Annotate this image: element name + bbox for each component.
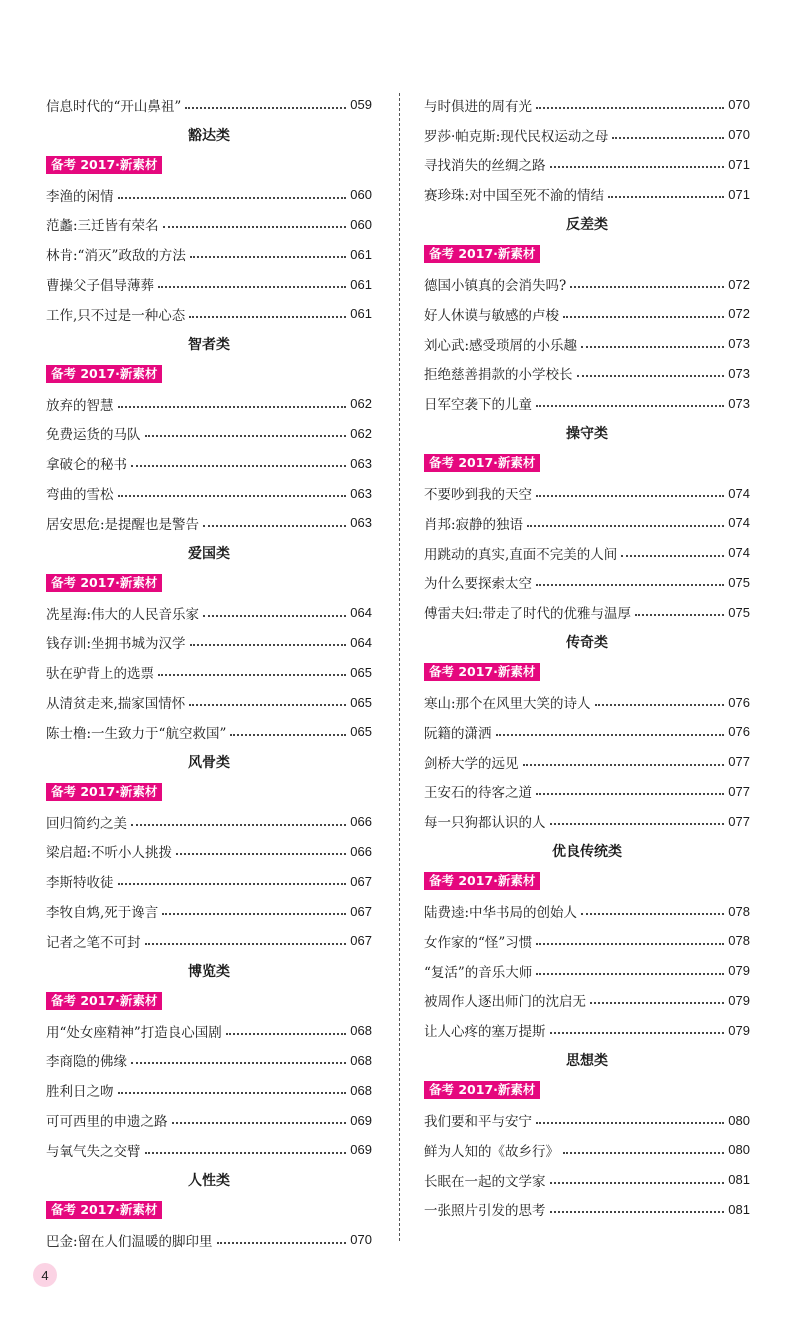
dot-leader <box>550 1211 725 1213</box>
dot-leader <box>536 107 724 109</box>
dot-leader <box>581 913 724 915</box>
dot-leader <box>190 644 347 646</box>
entry-title: 寒山:那个在风里大笑的诗人 <box>424 696 591 713</box>
entry-title: 陆费逵:中华书局的创始人 <box>424 905 578 922</box>
entry-page-number: 062 <box>350 425 372 441</box>
entry-title: 驮在驴背上的选票 <box>46 666 154 683</box>
entry-title: 好人休谟与敏感的卢梭 <box>424 307 559 324</box>
entry-page-number: 069 <box>350 1112 372 1128</box>
entry-page-number: 073 <box>728 395 750 411</box>
entry-title: 与时俱进的周有光 <box>424 98 532 115</box>
dot-leader <box>550 823 725 825</box>
new-material-badge-row <box>424 239 750 269</box>
toc-entry[interactable] <box>424 150 750 180</box>
toc-entry[interactable] <box>46 807 372 837</box>
dot-leader <box>550 1032 725 1034</box>
entry-page-number: 072 <box>728 306 750 322</box>
dot-leader <box>595 704 725 706</box>
dot-leader <box>118 883 347 885</box>
entry-page-number: 076 <box>728 724 750 740</box>
toc-entry[interactable] <box>46 598 372 628</box>
dot-leader <box>203 525 346 527</box>
new-material-badge: 备考 2017·新素材 <box>46 365 162 383</box>
entry-page-number: 078 <box>728 933 750 949</box>
toc-entry[interactable] <box>46 1016 372 1046</box>
entry-page-number: 065 <box>350 664 372 680</box>
entry-page-number: 063 <box>350 515 372 531</box>
toc-entry[interactable] <box>424 717 750 747</box>
entry-title: 剑桥大学的远见 <box>424 755 519 772</box>
toc-entry[interactable] <box>424 956 750 986</box>
entry-title: 用跳动的真实,直面不完美的人间 <box>424 546 618 563</box>
entry-page-number: 061 <box>350 276 372 292</box>
entry-title: 李商隐的佛缘 <box>46 1054 127 1071</box>
toc-right-column <box>424 90 750 1224</box>
dot-leader <box>536 584 724 586</box>
toc-entry[interactable] <box>46 1105 372 1135</box>
entry-page-number: 080 <box>728 1142 750 1158</box>
entry-page-number: 068 <box>350 1082 372 1098</box>
toc-entry[interactable] <box>424 179 750 209</box>
entry-title: 李渔的闲情 <box>46 188 114 205</box>
entry-page-number: 070 <box>728 97 750 113</box>
toc-entry[interactable] <box>424 1195 750 1225</box>
section-heading: 人性类 <box>188 1172 230 1189</box>
toc-entry[interactable] <box>424 747 750 777</box>
entry-title: 罗莎·帕克斯:现代民权运动之母 <box>424 128 609 145</box>
new-material-badge: 备考 2017·新素材 <box>424 663 540 681</box>
entry-title: 拿破仑的秘书 <box>46 457 127 474</box>
toc-entry[interactable] <box>424 1015 750 1045</box>
entry-title: 德国小镇真的会消失吗? <box>424 278 567 295</box>
entry-title: 范蠡:三迁皆有荣名 <box>46 218 159 235</box>
toc-entry[interactable] <box>46 837 372 867</box>
section-heading: 传奇类 <box>566 635 608 652</box>
entry-title: 曹操父子倡导薄葬 <box>46 278 154 295</box>
entry-title: 钱存训:坐拥书城为汉学 <box>46 636 186 653</box>
dot-leader <box>172 1122 347 1124</box>
toc-entry[interactable] <box>424 986 750 1016</box>
new-material-badge: 备考 2017·新素材 <box>46 992 162 1010</box>
entry-title: 从清贫走来,揣家国情怀 <box>46 696 186 713</box>
entry-title: 一张照片引发的思考 <box>424 1203 546 1220</box>
entry-title: 林肯:“消灭”政敌的方法 <box>46 248 186 265</box>
entry-page-number: 064 <box>350 634 372 650</box>
entry-title: 日军空袭下的儿童 <box>424 397 532 414</box>
entry-page-number: 079 <box>728 963 750 979</box>
column-divider <box>399 93 400 1241</box>
toc-entry[interactable] <box>424 329 750 359</box>
entry-page-number: 068 <box>350 1023 372 1039</box>
entry-title: 信息时代的“开山鼻祖” <box>46 98 182 115</box>
toc-entry[interactable] <box>424 120 750 150</box>
entry-page-number: 073 <box>728 336 750 352</box>
dot-leader <box>158 286 346 288</box>
entry-page-number: 076 <box>728 694 750 710</box>
dot-leader <box>145 1152 347 1154</box>
toc-entry[interactable] <box>46 1225 372 1255</box>
dot-leader <box>131 824 346 826</box>
entry-title: 女作家的“怪”习惯 <box>424 934 533 951</box>
entry-title: 阮籍的潇洒 <box>424 725 492 742</box>
entry-page-number: 077 <box>728 813 750 829</box>
entry-page-number: 072 <box>728 276 750 292</box>
toc-entry[interactable] <box>46 926 372 956</box>
toc-entry[interactable] <box>46 717 372 747</box>
toc-entry[interactable] <box>424 1165 750 1195</box>
toc-entry[interactable] <box>46 1135 372 1165</box>
toc-entry[interactable] <box>46 896 372 926</box>
new-material-badge-row <box>46 986 372 1016</box>
entry-title: “复活”的音乐大师 <box>424 964 533 981</box>
dot-leader <box>163 226 347 228</box>
entry-page-number: 059 <box>350 97 372 113</box>
new-material-badge: 备考 2017·新素材 <box>424 1081 540 1099</box>
dot-leader <box>203 615 346 617</box>
dot-leader <box>550 166 725 168</box>
entry-title: 寻找消失的丝绸之路 <box>424 158 546 175</box>
entry-page-number: 074 <box>728 485 750 501</box>
entry-title: 肖邦:寂静的独语 <box>424 516 524 533</box>
new-material-badge: 备考 2017·新素材 <box>46 783 162 801</box>
entry-page-number: 068 <box>350 1052 372 1068</box>
dot-leader <box>635 614 724 616</box>
toc-entry[interactable] <box>46 269 372 299</box>
toc-entry[interactable] <box>424 478 750 508</box>
dot-leader <box>536 495 724 497</box>
toc-entry[interactable] <box>424 777 750 807</box>
dot-leader <box>563 316 724 318</box>
toc-entry[interactable] <box>46 210 372 240</box>
toc-entry[interactable] <box>424 538 750 568</box>
entry-title: 记者之笔不可封 <box>46 934 141 951</box>
new-material-badge-row <box>46 359 372 389</box>
toc-entry[interactable] <box>46 687 372 717</box>
entry-page-number: 078 <box>728 903 750 919</box>
toc-entry[interactable] <box>46 419 372 449</box>
toc-entry[interactable] <box>46 90 372 120</box>
entry-page-number: 070 <box>350 1232 372 1248</box>
entry-title: 不要吵到我的天空 <box>424 487 532 504</box>
entry-page-number: 060 <box>350 216 372 232</box>
entry-page-number: 081 <box>728 1172 750 1188</box>
dot-leader <box>162 913 346 915</box>
entry-title: 工作,只不过是一种心态 <box>46 307 186 324</box>
section-heading: 思想类 <box>566 1053 608 1070</box>
dot-leader <box>563 1152 724 1154</box>
entry-page-number: 079 <box>728 992 750 1008</box>
entry-title: 居安思危:是提醒也是警告 <box>46 516 200 533</box>
dot-leader <box>621 555 724 557</box>
toc-entry[interactable] <box>424 269 750 299</box>
entry-page-number: 060 <box>350 187 372 203</box>
dot-leader <box>496 734 725 736</box>
entry-title: 陈士橹:一生致力于“航空救国” <box>46 725 227 742</box>
entry-page-number: 065 <box>350 694 372 710</box>
dot-leader <box>185 107 346 109</box>
entry-title: 放弃的智慧 <box>46 397 114 414</box>
new-material-badge: 备考 2017·新素材 <box>424 454 540 472</box>
toc-entry[interactable] <box>424 1135 750 1165</box>
entry-title: 鲜为人知的《故乡行》 <box>424 1143 559 1160</box>
entry-page-number: 063 <box>350 455 372 471</box>
toc-entry[interactable] <box>46 628 372 658</box>
entry-page-number: 075 <box>728 574 750 590</box>
entry-page-number: 077 <box>728 783 750 799</box>
toc-entry[interactable] <box>46 657 372 687</box>
entry-title: 用“处女座精神”打造良心国剧 <box>46 1024 222 1041</box>
dot-leader <box>118 197 347 199</box>
toc-entry[interactable] <box>46 508 372 538</box>
toc-entry[interactable] <box>424 1105 750 1135</box>
toc-entry[interactable] <box>424 687 750 717</box>
entry-page-number: 075 <box>728 604 750 620</box>
toc-entry[interactable] <box>46 448 372 478</box>
toc-entry[interactable] <box>424 597 750 627</box>
entry-title: 傅雷夫妇:带走了时代的优雅与温厚 <box>424 606 632 623</box>
entry-page-number: 065 <box>350 724 372 740</box>
page-number-badge: 4 <box>33 1263 57 1287</box>
toc-entry[interactable] <box>424 299 750 329</box>
toc-entry[interactable] <box>46 180 372 210</box>
entry-title: 回归简约之美 <box>46 815 127 832</box>
dot-leader <box>536 1122 724 1124</box>
toc-entry[interactable] <box>424 568 750 598</box>
new-material-badge: 备考 2017·新素材 <box>424 872 540 890</box>
entry-page-number: 067 <box>350 873 372 889</box>
dot-leader <box>158 674 346 676</box>
dot-leader <box>581 346 724 348</box>
entry-page-number: 073 <box>728 365 750 381</box>
entry-page-number: 074 <box>728 515 750 531</box>
entry-title: 免费运货的马队 <box>46 427 141 444</box>
new-material-badge-row <box>424 657 750 687</box>
entry-page-number: 064 <box>350 605 372 621</box>
toc-entry[interactable] <box>46 1075 372 1105</box>
entry-title: 冼星海:伟大的人民音乐家 <box>46 606 200 623</box>
entry-page-number: 069 <box>350 1142 372 1158</box>
entry-title: 让人心疼的塞万提斯 <box>424 1024 546 1041</box>
entry-title: 赛珍珠:对中国至死不渝的情结 <box>424 188 605 205</box>
new-material-badge-row <box>424 866 750 896</box>
toc-entry[interactable] <box>46 299 372 329</box>
entry-title: 与氧气失之交臂 <box>46 1143 141 1160</box>
toc-entry[interactable] <box>424 806 750 836</box>
entry-title: 为什么要探索太空 <box>424 576 532 593</box>
section-heading: 豁达类 <box>188 127 230 144</box>
new-material-badge-row <box>424 1075 750 1105</box>
dot-leader <box>131 1062 346 1064</box>
new-material-badge: 备考 2017·新素材 <box>46 574 162 592</box>
section-heading: 操守类 <box>566 426 608 443</box>
toc-entry[interactable] <box>46 478 372 508</box>
entry-page-number: 067 <box>350 903 372 919</box>
entry-title: 长眠在一起的文学家 <box>424 1173 546 1190</box>
dot-leader <box>570 286 724 288</box>
entry-page-number: 063 <box>350 485 372 501</box>
entry-page-number: 066 <box>350 814 372 830</box>
dot-leader <box>190 256 346 258</box>
new-material-badge-row <box>46 150 372 180</box>
dot-leader <box>590 1002 724 1004</box>
entry-title: 李牧自鸩,死于谗言 <box>46 905 159 922</box>
entry-title: 每一只狗都认识的人 <box>424 815 546 832</box>
dot-leader <box>523 764 725 766</box>
dot-leader <box>217 1242 347 1244</box>
dot-leader <box>536 793 724 795</box>
toc-entry[interactable] <box>424 926 750 956</box>
toc-entry[interactable] <box>424 359 750 389</box>
entry-title: 巴金:留在人们温暖的脚印里 <box>46 1233 213 1250</box>
section-heading: 优良传统类 <box>552 844 622 861</box>
new-material-badge: 备考 2017·新素材 <box>46 1201 162 1219</box>
entry-page-number: 081 <box>728 1201 750 1217</box>
entry-title: 胜利日之吻 <box>46 1084 114 1101</box>
dot-leader <box>230 734 346 736</box>
dot-leader <box>550 1182 725 1184</box>
toc-entry[interactable] <box>424 90 750 120</box>
dot-leader <box>527 525 724 527</box>
new-material-badge-row <box>46 1195 372 1225</box>
entry-page-number: 077 <box>728 754 750 770</box>
toc-entry[interactable] <box>46 1046 372 1076</box>
section-heading: 博览类 <box>188 963 230 980</box>
entry-page-number: 080 <box>728 1112 750 1128</box>
dot-leader <box>131 465 346 467</box>
entry-page-number: 070 <box>728 127 750 143</box>
section-heading: 智者类 <box>188 336 230 353</box>
new-material-badge: 备考 2017·新素材 <box>46 156 162 174</box>
entry-page-number: 074 <box>728 545 750 561</box>
entry-page-number: 066 <box>350 843 372 859</box>
dot-leader <box>189 316 346 318</box>
toc-entry[interactable] <box>424 896 750 926</box>
section-heading: 风骨类 <box>188 754 230 771</box>
entry-title: 梁启超:不听小人挑拨 <box>46 845 173 862</box>
dot-leader <box>536 405 724 407</box>
entry-page-number: 061 <box>350 246 372 262</box>
entry-title: 被周作人逐出师门的沈启无 <box>424 994 586 1011</box>
entry-page-number: 067 <box>350 933 372 949</box>
dot-leader <box>118 406 347 408</box>
section-heading: 爱国类 <box>188 545 230 562</box>
dot-leader <box>118 495 347 497</box>
toc-entry[interactable] <box>46 389 372 419</box>
entry-title: 李斯特收徒 <box>46 875 114 892</box>
entry-page-number: 079 <box>728 1022 750 1038</box>
entry-page-number: 071 <box>728 156 750 172</box>
dot-leader <box>226 1033 346 1035</box>
new-material-badge-row <box>424 448 750 478</box>
dot-leader <box>608 196 724 198</box>
dot-leader <box>145 435 347 437</box>
new-material-badge-row <box>46 777 372 807</box>
toc-entry[interactable] <box>46 239 372 269</box>
dot-leader <box>536 973 724 975</box>
entry-title: 我们要和平与安宁 <box>424 1114 532 1131</box>
toc-left-column <box>46 90 372 1255</box>
entry-page-number: 071 <box>728 186 750 202</box>
dot-leader <box>145 943 347 945</box>
toc-entry[interactable] <box>424 388 750 418</box>
entry-page-number: 061 <box>350 306 372 322</box>
new-material-badge: 备考 2017·新素材 <box>424 245 540 263</box>
toc-entry[interactable] <box>46 866 372 896</box>
entry-title: 可可西里的申遗之路 <box>46 1114 168 1131</box>
dot-leader <box>118 1092 347 1094</box>
dot-leader <box>612 137 724 139</box>
entry-title: 王安石的待客之道 <box>424 785 532 802</box>
entry-page-number: 062 <box>350 396 372 412</box>
toc-entry[interactable] <box>424 508 750 538</box>
entry-title: 弯曲的雪松 <box>46 487 114 504</box>
dot-leader <box>536 943 724 945</box>
entry-title: 刘心武:感受琐屑的小乐趣 <box>424 337 578 354</box>
section-heading: 反差类 <box>566 217 608 234</box>
dot-leader <box>176 853 346 855</box>
dot-leader <box>189 704 346 706</box>
new-material-badge-row <box>46 568 372 598</box>
dot-leader <box>577 375 725 377</box>
entry-title: 拒绝慈善捐款的小学校长 <box>424 367 573 384</box>
